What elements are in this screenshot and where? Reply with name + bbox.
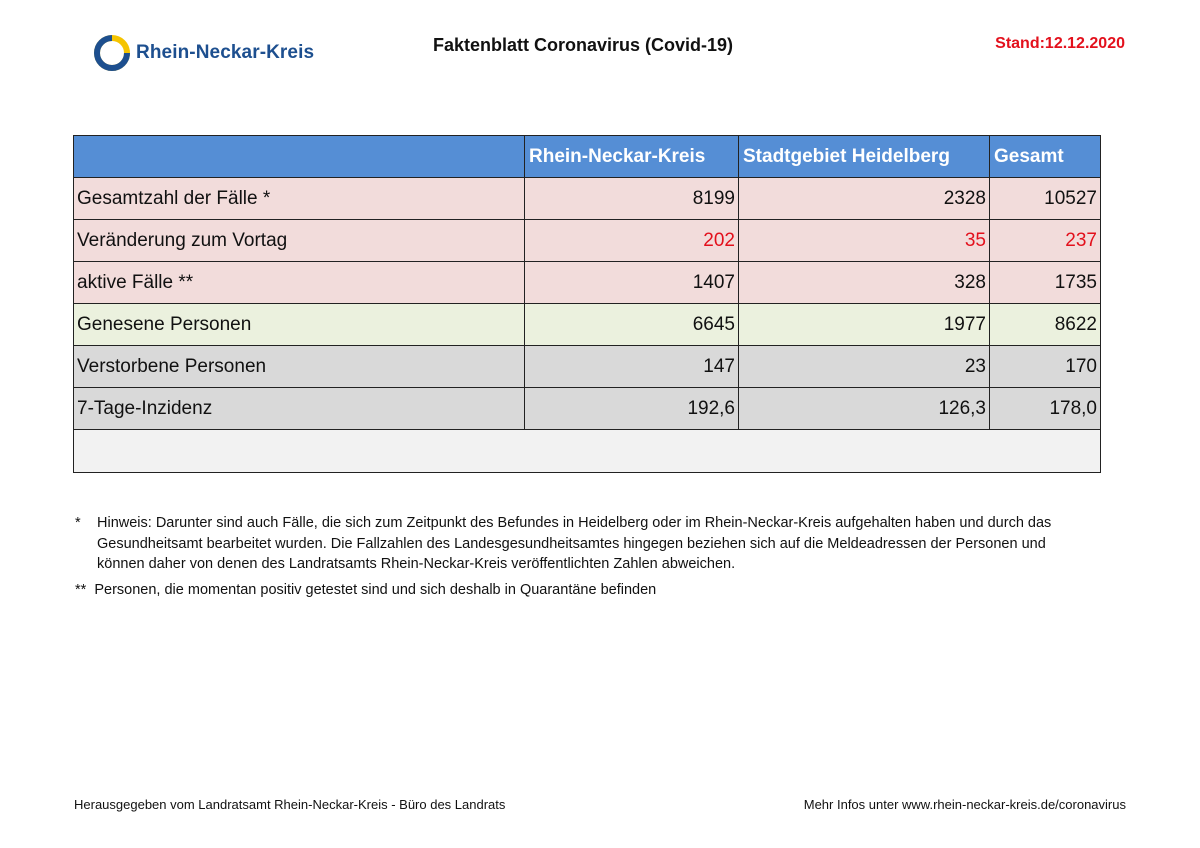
column-header-gesamt: Gesamt xyxy=(990,136,1101,178)
cell-heidelberg: 328 xyxy=(739,262,990,304)
row-label: Gesamtzahl der Fälle * xyxy=(74,178,525,220)
footnote-1 xyxy=(75,513,1075,575)
row-label: 7-Tage-Inzidenz xyxy=(74,388,525,430)
column-header-heidelberg: Stadtgebiet Heidelberg xyxy=(739,136,990,178)
table-empty-row xyxy=(74,430,1101,473)
footer-info-link: Mehr Infos unter www.rhein-neckar-kreis.de/coronavirus xyxy=(803,797,1126,812)
footnote-2-mark: ** xyxy=(75,582,87,598)
cell-heidelberg: 126,3 xyxy=(739,388,990,430)
cell-gesamt: 8622 xyxy=(990,304,1101,346)
cell-rnk: 8199 xyxy=(525,178,739,220)
table-row xyxy=(74,220,1101,262)
cell-gesamt: 10527 xyxy=(990,178,1101,220)
cell-rnk: 192,6 xyxy=(525,388,739,430)
table-row xyxy=(74,346,1101,388)
column-header-label xyxy=(74,136,525,178)
cell-heidelberg: 2328 xyxy=(739,178,990,220)
footnote-2 xyxy=(75,580,656,600)
row-label: Genesene Personen xyxy=(74,304,525,346)
cell-heidelberg: 35 xyxy=(739,220,990,262)
footnote-1-mark: * xyxy=(75,515,81,531)
footnote-1-text: Hinweis: Darunter sind auch Fälle, die sich zum Zeitpunkt des Befundes in Heidelberg oder im Rhein-Neckar-Kreis aufgehalten haben und durch das Gesundheitsamt bearbeitet wurden. Die Fallzahlen des Landesgesundheitsamtes hingegen beziehen sich auf die Meldeadressen der Personen und können daher von denen des Landratsamts Rhein-Neckar-Kreis veröffentlichten Zahlen abweichen. xyxy=(97,515,1052,572)
table-row xyxy=(74,388,1101,430)
cell-gesamt: 178,0 xyxy=(990,388,1101,430)
table-row xyxy=(74,262,1101,304)
cell-rnk: 147 xyxy=(525,346,739,388)
cell-rnk: 1407 xyxy=(525,262,739,304)
table-row xyxy=(74,304,1101,346)
logo-ring-icon xyxy=(92,33,132,73)
table-row xyxy=(74,178,1101,220)
row-label: Verstorbene Personen xyxy=(74,346,525,388)
cell-gesamt: 1735 xyxy=(990,262,1101,304)
table-header-row xyxy=(74,136,1101,178)
cell-heidelberg: 23 xyxy=(739,346,990,388)
cell-gesamt: 170 xyxy=(990,346,1101,388)
footnote-2-text: Personen, die momentan positiv getestet sind und sich deshalb in Quarantäne befinden xyxy=(94,582,657,598)
cell-rnk: 6645 xyxy=(525,304,739,346)
row-label: aktive Fälle ** xyxy=(74,262,525,304)
logo xyxy=(92,33,314,73)
column-header-rnk: Rhein-Neckar-Kreis xyxy=(525,136,739,178)
footer-publisher: Herausgegeben vom Landratsamt Rhein-Neckar-Kreis - Büro des Landrats xyxy=(74,797,506,812)
cell-gesamt: 237 xyxy=(990,220,1101,262)
empty-cell xyxy=(74,430,1101,473)
cell-rnk: 202 xyxy=(525,220,739,262)
page-title: Faktenblatt Coronavirus (Covid-19) xyxy=(433,35,734,55)
row-label: Veränderung zum Vortag xyxy=(74,220,525,262)
stand-date: Stand:12.12.2020 xyxy=(995,35,1125,52)
cell-heidelberg: 1977 xyxy=(739,304,990,346)
facts-table xyxy=(73,135,1101,473)
logo-text: Rhein-Neckar-Kreis xyxy=(136,42,315,63)
